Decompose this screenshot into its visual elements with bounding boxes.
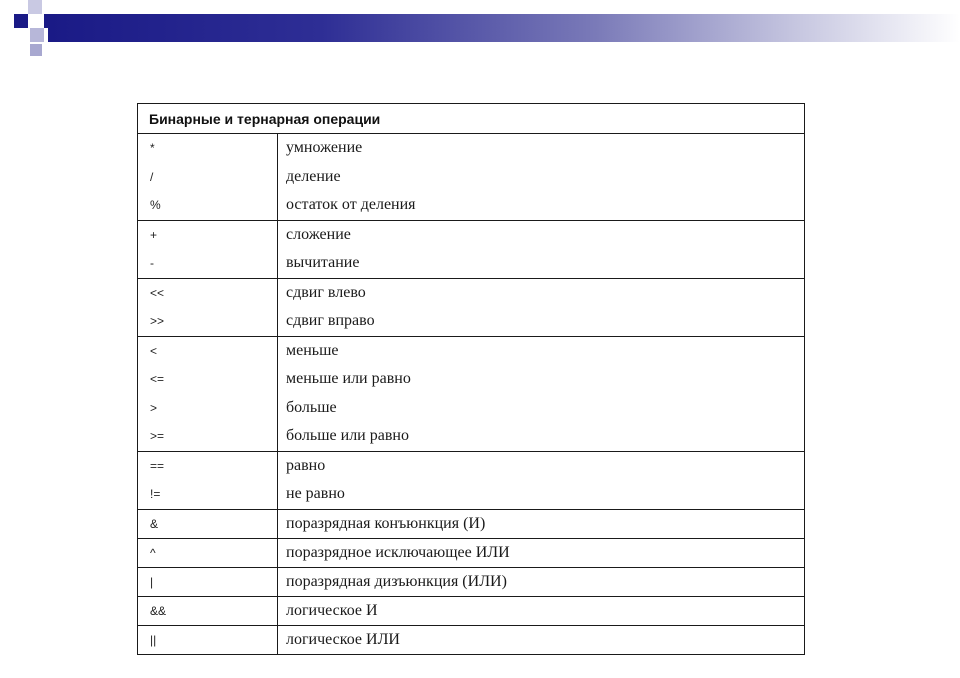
group-bitwise-and — [138, 510, 804, 539]
description-cell: остаток от деления — [286, 196, 416, 214]
operator-cell: - — [138, 249, 278, 278]
header-gradient-bar — [48, 14, 960, 42]
description-cell: больше — [286, 398, 337, 416]
table-row — [138, 365, 804, 394]
operator-cell: == — [138, 452, 278, 481]
decor-square — [30, 28, 44, 42]
group-shift — [138, 279, 804, 337]
description-cell: меньше или равно — [286, 370, 411, 388]
operator-cell: / — [138, 163, 278, 192]
group-equality — [138, 452, 804, 510]
operator-cell: * — [138, 134, 278, 163]
operators-table — [137, 103, 805, 655]
description-cell: логическое И — [286, 601, 378, 619]
description-cell: не равно — [286, 485, 345, 503]
description-cell: больше или равно — [286, 427, 409, 445]
description-cell: поразрядная конъюнкция (И) — [286, 514, 486, 532]
operator-cell: && — [138, 597, 278, 625]
operator-cell: != — [138, 480, 278, 509]
decor-square — [30, 44, 42, 56]
operator-cell: | — [138, 568, 278, 596]
table-row — [138, 422, 804, 451]
operator-cell: <= — [138, 365, 278, 394]
group-logical-and — [138, 597, 804, 626]
operator-cell: << — [138, 279, 278, 308]
table-row — [138, 394, 804, 423]
description-cell: деление — [286, 167, 341, 185]
table-row — [138, 279, 804, 308]
group-additive — [138, 221, 804, 279]
description-cell: умножение — [286, 139, 363, 157]
description-cell: меньше — [286, 341, 339, 359]
group-bitwise-xor — [138, 539, 804, 568]
group-bitwise-or — [138, 568, 804, 597]
table-row — [138, 510, 804, 538]
operator-cell: & — [138, 510, 278, 538]
group-logical-or — [138, 626, 804, 654]
operator-cell: >> — [138, 307, 278, 336]
description-cell: поразрядная дизъюнкция (ИЛИ) — [286, 572, 507, 590]
table-row — [138, 191, 804, 220]
operator-cell: || — [138, 626, 278, 654]
operator-cell: % — [138, 191, 278, 220]
description-cell: сложение — [286, 225, 351, 243]
operator-cell: >= — [138, 422, 278, 451]
table-title: Бинарные и тернарная операции — [138, 104, 804, 134]
table-row — [138, 539, 804, 567]
table-row — [138, 626, 804, 654]
group-relational — [138, 337, 804, 452]
description-cell: логическое ИЛИ — [286, 630, 400, 648]
table-row — [138, 597, 804, 625]
table-row — [138, 163, 804, 192]
decor-square — [28, 0, 42, 14]
table-row — [138, 221, 804, 250]
table-row — [138, 337, 804, 366]
operator-cell: < — [138, 337, 278, 366]
description-cell: вычитание — [286, 254, 360, 272]
table-row — [138, 452, 804, 481]
operator-cell: + — [138, 221, 278, 250]
description-cell: сдвиг влево — [286, 283, 366, 301]
table-row — [138, 307, 804, 336]
decor-square — [14, 14, 28, 28]
table-row — [138, 568, 804, 596]
table-row — [138, 134, 804, 163]
description-cell: равно — [286, 456, 326, 474]
table-row — [138, 249, 804, 278]
group-multiplicative — [138, 134, 804, 221]
operator-cell: > — [138, 394, 278, 423]
operator-cell: ^ — [138, 539, 278, 567]
table-row — [138, 480, 804, 509]
description-cell: поразрядное исключающее ИЛИ — [286, 543, 510, 561]
description-cell: сдвиг вправо — [286, 312, 375, 330]
